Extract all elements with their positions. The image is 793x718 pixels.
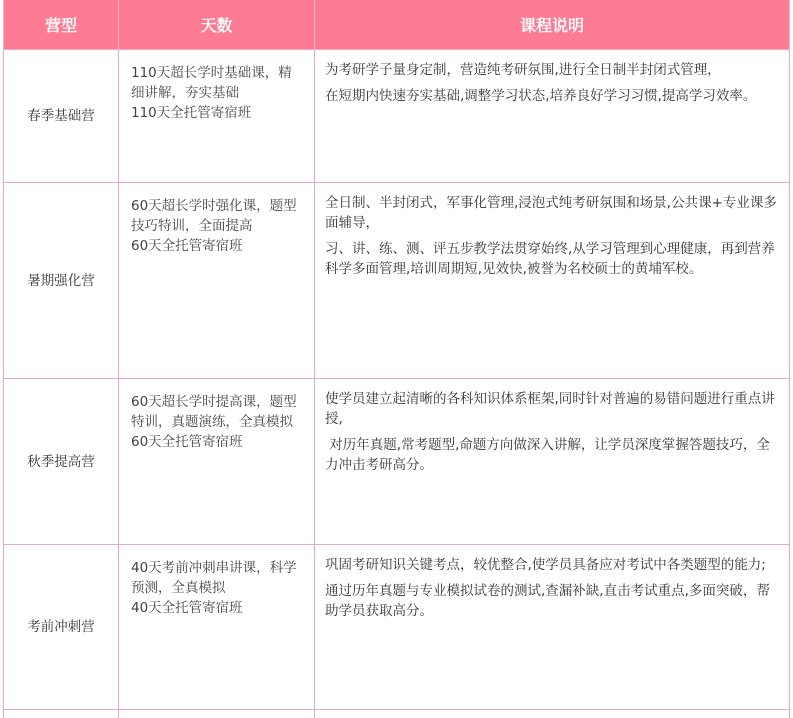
header-days: 天数 <box>119 0 315 50</box>
days-line: 60天超长学时强化课，题型 <box>131 198 297 214</box>
camp-table <box>3 0 790 718</box>
table-header-row <box>4 0 790 50</box>
days-cell <box>119 50 315 183</box>
table-row <box>4 545 790 710</box>
days-line: 110天全托管寄宿班 <box>131 105 252 121</box>
days-line: 60天超长学时提高课，题型 <box>131 394 297 410</box>
description-cell <box>315 545 790 710</box>
description-cell <box>315 183 790 379</box>
camp-name: 春季基础营 <box>4 50 119 183</box>
description-paragraph: 习、讲、练、测、评五步教学法贯穿始终,从学习管理到心理健康，再到营养科学多面管理,培训周期短,见效快,被誉为名校硕士的黄埔军校。 <box>325 241 775 277</box>
description-paragraph: 全日制、半封闭式，军事化管理,浸泡式纯考研氛围和场景,公共课+专业课多面辅导， <box>325 195 777 231</box>
days-line: 60天全托管寄宿班 <box>131 238 243 254</box>
days-cell <box>119 545 315 710</box>
days-line: 60天全托管寄宿班 <box>131 434 243 450</box>
description-cell <box>315 379 790 545</box>
days-line: 细讲解，夯实基础 <box>131 85 239 101</box>
days-line: 特训，真题演练，全真模拟 <box>131 414 293 430</box>
camp-name: 考前冲刺营 <box>4 545 119 710</box>
description-paragraph: 为考研学子量身定制，营造纯考研氛围,进行全日制半封闭式管理， <box>325 62 721 78</box>
description-paragraph: 通过历年真题与专业模拟试卷的测试,查漏补缺,直击考试重点,多面突破，帮助学员获取高分。 <box>325 583 770 619</box>
description-cell <box>315 50 790 183</box>
table-row <box>4 183 790 379</box>
description-paragraph: 巩固考研知识关键考点，较优整合,使学员具备应对考试中各类题型的能力; <box>325 557 766 573</box>
camp-name: 秋季提高营 <box>4 379 119 545</box>
description-paragraph: 使学员建立起清晰的各科知识体系框架,同时针对普遍的易错问题进行重点讲授, <box>325 391 775 427</box>
header-camp-type: 营型 <box>4 0 119 50</box>
table-row-partial <box>4 710 790 718</box>
days-cell <box>119 379 315 545</box>
days-cell <box>119 183 315 379</box>
table-row <box>4 50 790 183</box>
description-paragraph: 在短期内快速夯实基础,调整学习状态,培养良好学习习惯,提高学习效率。 <box>325 88 757 104</box>
header-course-description: 课程说明 <box>315 0 790 50</box>
empty-cell <box>119 710 315 718</box>
empty-cell <box>4 710 119 718</box>
camp-name: 暑期强化营 <box>4 183 119 379</box>
days-line: 110天超长学时基础课，精 <box>131 65 292 81</box>
days-line: 预测，全真模拟 <box>131 580 226 596</box>
empty-cell <box>315 710 790 718</box>
days-line: 技巧特训，全面提高 <box>131 218 253 234</box>
days-line: 40天全托管寄宿班 <box>131 600 243 616</box>
days-line: 40天考前冲刺串讲课，科学 <box>131 560 297 576</box>
description-paragraph: 对历年真题,常考题型,命题方向做深入讲解，让学员深度掌握答题技巧，全力冲击考研高分。 <box>325 437 770 473</box>
table-row <box>4 379 790 545</box>
